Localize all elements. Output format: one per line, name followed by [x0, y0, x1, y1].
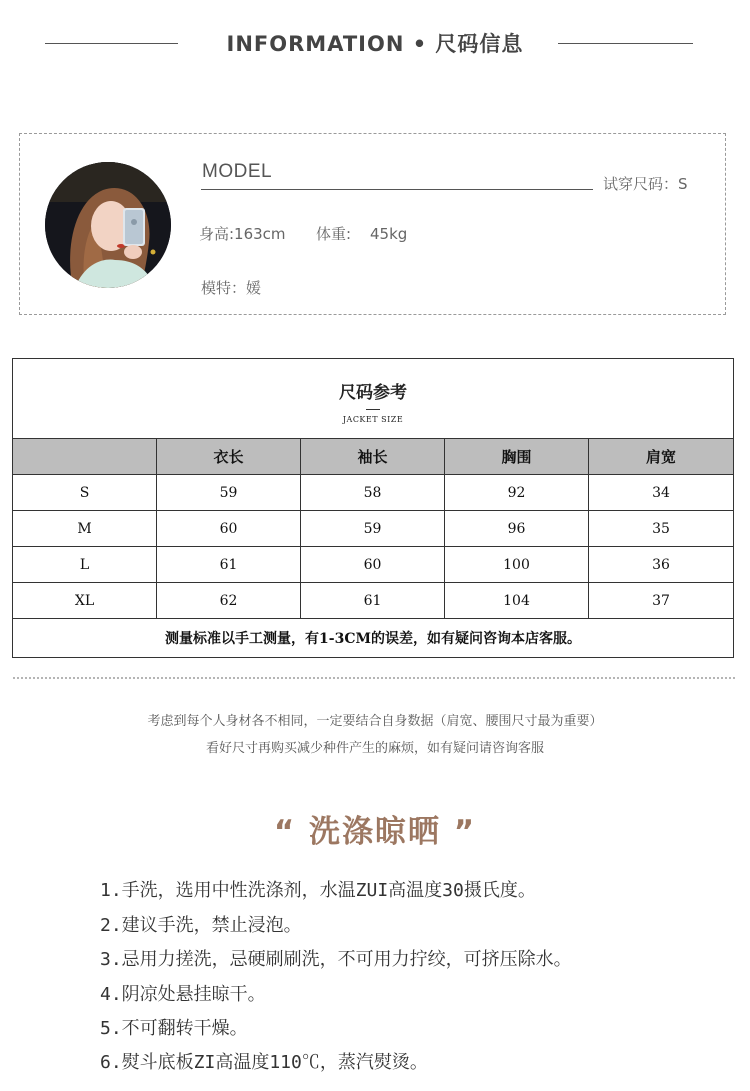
wash-instruction: 2.建议手洗，禁止浸泡。 — [100, 915, 302, 936]
wash-section-title: “ 洗涤晾晒 ” — [273, 814, 477, 850]
wash-instruction: 3.忌用力搓洗，忌硬刷刷洗，不可用力拧绞，可挤压除水。 — [100, 949, 572, 970]
column-header — [13, 439, 157, 475]
table-cell: 61 — [301, 583, 445, 619]
model-underline — [201, 189, 593, 190]
wash-instruction: 6.熨斗底板ZI高温度110℃，蒸汽熨烫。 — [100, 1052, 428, 1073]
size-table-column-row — [13, 439, 734, 475]
table-row — [13, 475, 734, 511]
table-cell: 37 — [589, 583, 734, 619]
model-weight-label: 体重: — [316, 225, 352, 243]
table-cell: 92 — [445, 475, 589, 511]
model-photo — [45, 162, 171, 288]
table-cell: 35 — [589, 511, 734, 547]
column-header: 胸围 — [445, 439, 589, 475]
fit-size-value: 试穿尺码：S — [603, 175, 688, 193]
dotted-divider — [13, 677, 735, 679]
table-row — [13, 511, 734, 547]
wash-instruction: 4.阴凉处悬挂晾干。 — [100, 984, 266, 1005]
model-avatar — [45, 162, 171, 288]
size-table — [12, 358, 734, 658]
measurement-note: 测量标准以手工测量，有1-3CM的误差，如有疑问咨询本店客服。 — [13, 619, 734, 658]
model-name: 模特：媛 — [201, 279, 262, 297]
table-cell: 59 — [301, 511, 445, 547]
table-cell: 34 — [589, 475, 734, 511]
size-tip-line: 看好尺寸再购买减少种件产生的麻烦，如有疑问请咨询客服 — [205, 741, 544, 756]
table-cell: 96 — [445, 511, 589, 547]
column-header: 衣长 — [157, 439, 301, 475]
column-header: 袖长 — [301, 439, 445, 475]
table-cell: M — [13, 511, 157, 547]
table-row — [13, 547, 734, 583]
size-table-dash — [366, 409, 380, 410]
model-height: 身高:163cm — [199, 225, 286, 243]
section-title: INFORMATION • 尺码信息 — [226, 32, 524, 56]
table-cell: 60 — [301, 547, 445, 583]
table-cell: 104 — [445, 583, 589, 619]
model-weight-value: 45kg — [370, 225, 408, 243]
table-cell: 36 — [589, 547, 734, 583]
size-table-subtitle: JACKET SIZE — [342, 414, 404, 424]
table-cell: 100 — [445, 547, 589, 583]
size-table-title: 尺码参考 — [339, 382, 407, 403]
table-cell: 60 — [157, 511, 301, 547]
table-cell: 59 — [157, 475, 301, 511]
size-table-note-row — [13, 619, 734, 658]
column-header: 肩宽 — [589, 439, 734, 475]
wash-instruction: 1.手洗，选用中性洗涤剂，水温ZUI高温度30摄氏度。 — [100, 880, 536, 901]
wash-instruction: 5.不可翻转干燥。 — [100, 1018, 248, 1039]
table-cell: XL — [13, 583, 157, 619]
size-table-header — [13, 359, 734, 439]
table-cell: 61 — [157, 547, 301, 583]
model-label: MODEL — [202, 161, 273, 182]
table-cell: 62 — [157, 583, 301, 619]
size-tip-line: 考虑到每个人身材各不相同，一定要结合自身数据（肩宽、腰围尺寸最为重要） — [147, 714, 603, 729]
table-cell: S — [13, 475, 157, 511]
model-card — [19, 133, 726, 315]
table-cell: 58 — [301, 475, 445, 511]
table-cell: L — [13, 547, 157, 583]
table-row — [13, 583, 734, 619]
